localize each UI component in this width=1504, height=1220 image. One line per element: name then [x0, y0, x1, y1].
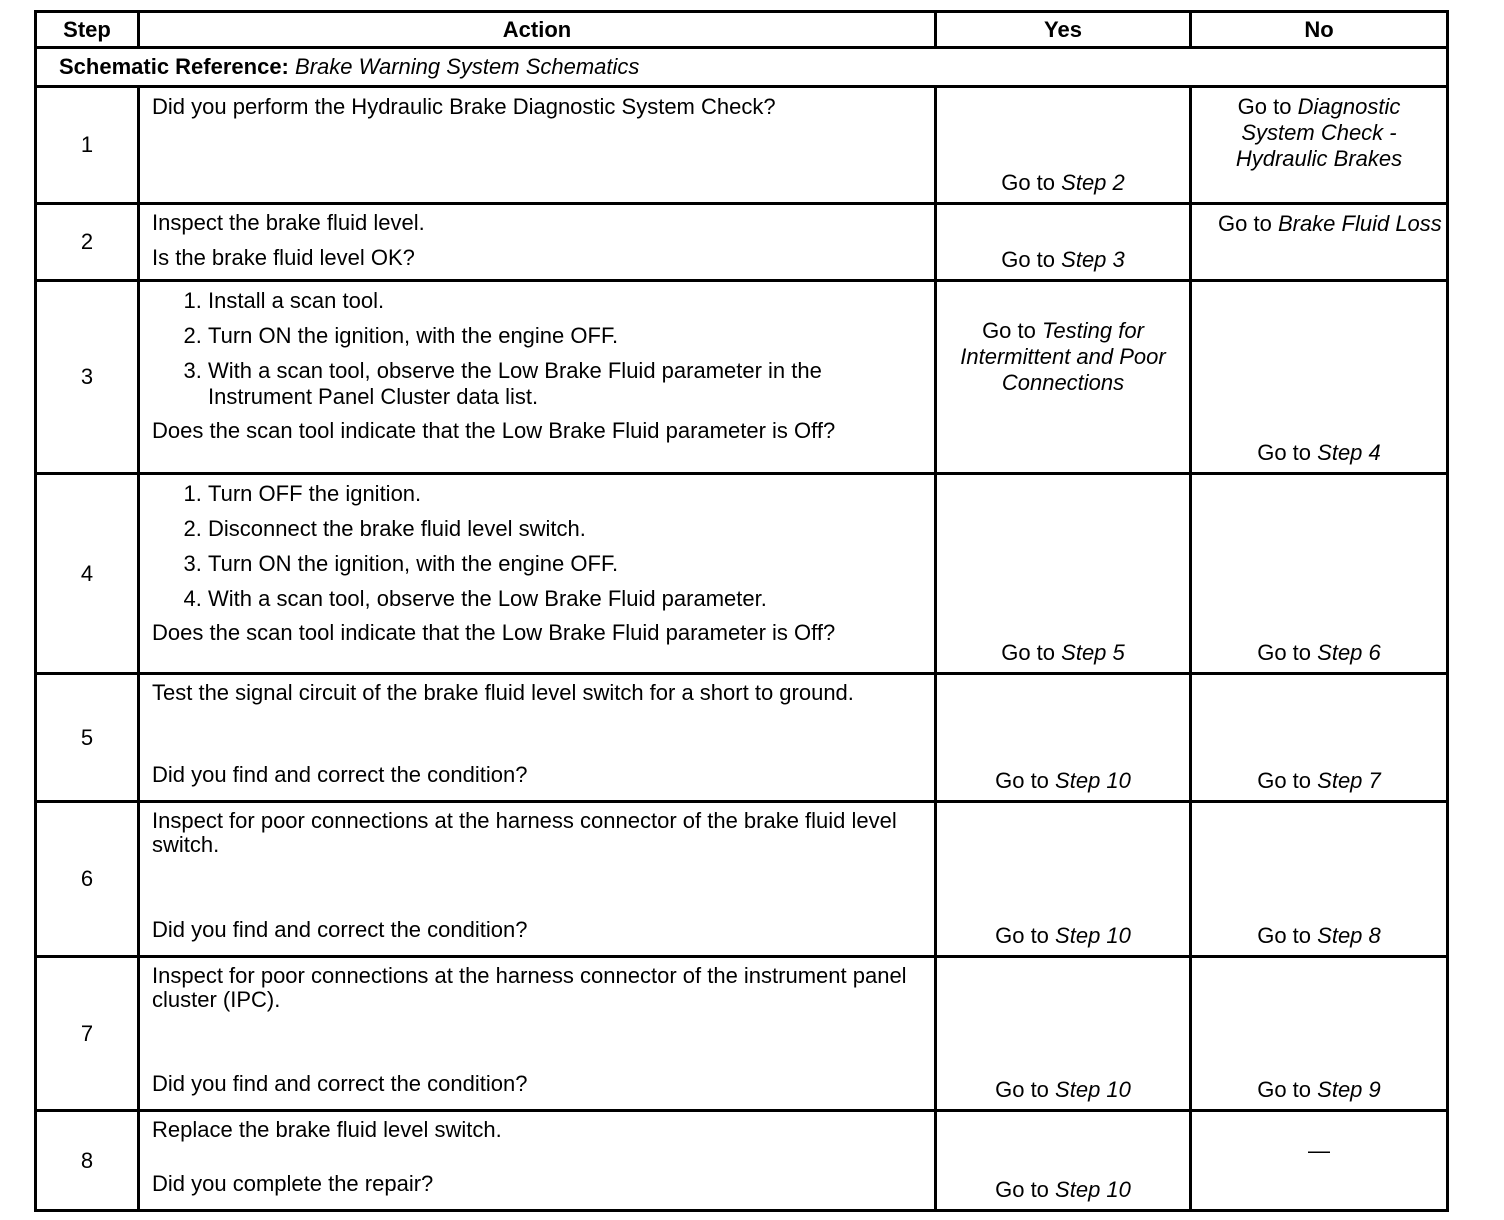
- action-text: Inspect for poor connections at the harness connector of the instrument panel cluster (IPC).: [152, 963, 907, 1012]
- table-row: [36, 674, 1448, 802]
- no-link[interactable]: Brake Fluid Loss: [1277, 211, 1442, 236]
- yes-prefix: Go to: [995, 1177, 1049, 1202]
- action-cell: [139, 802, 936, 957]
- yes-link[interactable]: Step 10: [1055, 923, 1131, 948]
- no-prefix: Go to: [1218, 211, 1272, 236]
- schematic-reference: [36, 48, 1448, 87]
- action-text: Did you perform the Hydraulic Brake Diagnostic System Check?: [152, 94, 776, 119]
- action-question: Does the scan tool indicate that the Low Brake Fluid parameter is Off?: [152, 418, 836, 443]
- step-number: 5: [36, 674, 139, 802]
- list-item: 2. Disconnect the brake fluid level switch.: [208, 516, 922, 542]
- table-row: [36, 1111, 1448, 1211]
- yes-cell: [936, 281, 1191, 474]
- table-row: [36, 87, 1448, 204]
- action-question: Did you find and correct the condition?: [152, 917, 528, 942]
- no-link[interactable]: Diagnostic System Check - Hydraulic Brakes: [1235, 94, 1403, 171]
- schematic-row: [36, 48, 1448, 87]
- header-row: [36, 12, 1448, 48]
- no-cell: [1191, 474, 1448, 674]
- step-number: 2: [36, 204, 139, 281]
- yes-prefix: Go to: [1001, 247, 1056, 272]
- action-question: Is the brake fluid level OK?: [152, 245, 415, 270]
- table-row: [36, 204, 1448, 281]
- action-cell: [139, 281, 936, 474]
- list-item: 3. With a scan tool, observe the Low Brake Fluid parameter in the Instrument Panel Cluster data list.: [208, 358, 922, 410]
- yes-cell: [936, 87, 1191, 204]
- list-item: 2. Turn ON the ignition, with the engine OFF.: [208, 323, 922, 349]
- yes-prefix: Go to: [995, 768, 1049, 793]
- yes-prefix: Go to: [995, 923, 1049, 948]
- step-number: 3: [36, 281, 139, 474]
- action-cell: [139, 474, 936, 674]
- action-cell: [139, 204, 936, 281]
- no-cell: [1191, 87, 1448, 204]
- header-step: Step: [36, 12, 139, 48]
- action-text: Inspect the brake fluid level.: [152, 210, 425, 235]
- diagnostic-table: [34, 10, 1449, 1212]
- action-cell: [139, 957, 936, 1111]
- action-question: Did you find and correct the condition?: [152, 762, 528, 787]
- no-link[interactable]: Step 9: [1317, 1077, 1381, 1102]
- no-prefix: Go to: [1237, 94, 1292, 119]
- no-cell: [1191, 957, 1448, 1111]
- no-prefix: Go to: [1257, 768, 1312, 793]
- yes-prefix: Go to: [995, 1077, 1049, 1102]
- no-cell: [1191, 1111, 1448, 1211]
- table-row: [36, 474, 1448, 674]
- yes-cell: [936, 802, 1191, 957]
- action-cell: [139, 1111, 936, 1211]
- substep-list: [152, 481, 922, 612]
- no-link[interactable]: Step 8: [1317, 923, 1381, 948]
- action-text: Test the signal circuit of the brake fluid level switch for a short to ground.: [152, 680, 854, 705]
- yes-link[interactable]: Step 5: [1061, 640, 1125, 665]
- table-row: [36, 957, 1448, 1111]
- action-question: Did you find and correct the condition?: [152, 1071, 528, 1096]
- table-row: [36, 802, 1448, 957]
- substep-list: [152, 288, 922, 410]
- yes-link[interactable]: Step 10: [1055, 1177, 1131, 1202]
- yes-cell: [936, 1111, 1191, 1211]
- list-item: 1. Install a scan tool.: [208, 288, 922, 314]
- schematic-label: Schematic Reference:: [59, 54, 289, 79]
- schematic-link[interactable]: Brake Warning System Schematics: [295, 54, 640, 79]
- yes-cell: [936, 674, 1191, 802]
- no-link[interactable]: Step 7: [1317, 768, 1381, 793]
- no-prefix: Go to: [1257, 1077, 1312, 1102]
- action-text: Inspect for poor connections at the harness connector of the brake fluid level switch.: [152, 808, 897, 857]
- yes-prefix: Go to: [1001, 170, 1056, 195]
- step-number: 8: [36, 1111, 139, 1211]
- yes-link[interactable]: Testing for Intermittent and Poor Connections: [960, 318, 1166, 395]
- list-item: 3. Turn ON the ignition, with the engine OFF.: [208, 551, 922, 577]
- action-text: Replace the brake fluid level switch.: [152, 1117, 502, 1142]
- no-cell: [1191, 802, 1448, 957]
- no-dash: —: [1308, 1137, 1330, 1163]
- action-question: Does the scan tool indicate that the Low Brake Fluid parameter is Off?: [152, 620, 836, 645]
- step-number: 4: [36, 474, 139, 674]
- step-number: 7: [36, 957, 139, 1111]
- no-link[interactable]: Step 6: [1317, 640, 1381, 665]
- step-number: 6: [36, 802, 139, 957]
- yes-link[interactable]: Step 2: [1061, 170, 1125, 195]
- yes-link[interactable]: Step 10: [1055, 768, 1131, 793]
- list-item: 1. Turn OFF the ignition.: [208, 481, 922, 507]
- no-prefix: Go to: [1257, 923, 1312, 948]
- yes-link[interactable]: Step 3: [1061, 247, 1125, 272]
- no-prefix: Go to: [1257, 440, 1312, 465]
- action-question: Did you complete the repair?: [152, 1171, 434, 1196]
- yes-prefix: Go to: [982, 318, 1036, 343]
- no-prefix: Go to: [1257, 640, 1312, 665]
- yes-prefix: Go to: [1001, 640, 1056, 665]
- yes-cell: [936, 957, 1191, 1111]
- no-cell: [1191, 281, 1448, 474]
- action-cell: [139, 87, 936, 204]
- list-item: 4. With a scan tool, observe the Low Brake Fluid parameter.: [208, 586, 922, 612]
- table-row: [36, 281, 1448, 474]
- no-cell: [1191, 204, 1448, 281]
- header-action: Action: [139, 12, 936, 48]
- no-link[interactable]: Step 4: [1317, 440, 1381, 465]
- yes-cell: [936, 474, 1191, 674]
- yes-cell: [936, 204, 1191, 281]
- yes-link[interactable]: Step 10: [1055, 1077, 1131, 1102]
- action-cell: [139, 674, 936, 802]
- header-no: No: [1191, 12, 1448, 48]
- step-number: 1: [36, 87, 139, 204]
- header-yes: Yes: [936, 12, 1191, 48]
- no-cell: [1191, 674, 1448, 802]
